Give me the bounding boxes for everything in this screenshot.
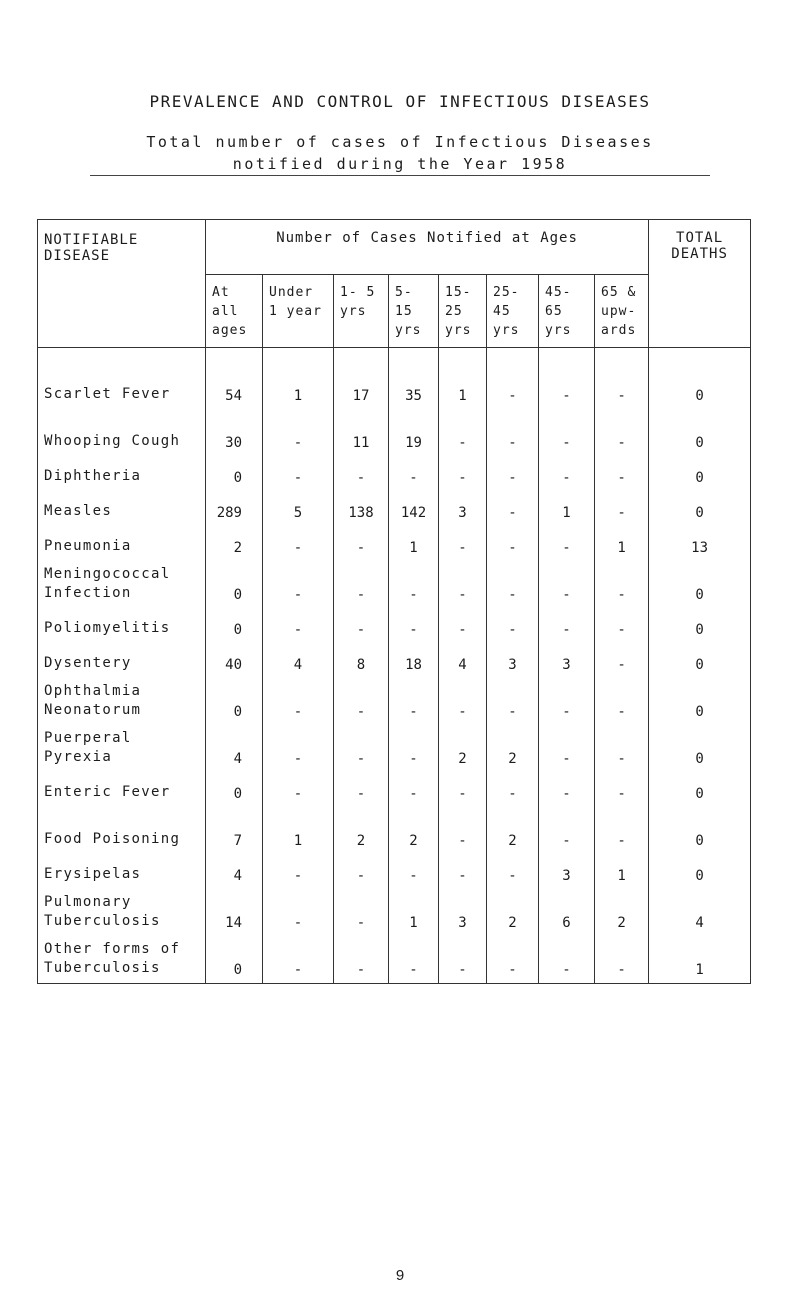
case-count-cell: - bbox=[263, 678, 334, 725]
case-count-cell: - bbox=[439, 807, 487, 854]
case-count-cell: - bbox=[389, 936, 439, 984]
case-count-cell: - bbox=[263, 889, 334, 936]
case-count-cell: - bbox=[487, 526, 539, 561]
table-caption-line-1: Total number of cases of Infectious Diseases bbox=[146, 133, 654, 151]
header-age-col: 25- 45 yrs bbox=[487, 275, 539, 348]
case-count-cell: 4 bbox=[206, 854, 263, 889]
case-count-cell: - bbox=[334, 889, 389, 936]
table-body bbox=[38, 348, 751, 984]
table-row bbox=[38, 725, 751, 772]
case-count-cell: 0 bbox=[206, 561, 263, 608]
case-count-cell: 289 bbox=[206, 491, 263, 526]
case-count-cell: - bbox=[439, 409, 487, 456]
case-count-cell: - bbox=[539, 807, 595, 854]
total-deaths-cell: 0 bbox=[649, 725, 751, 772]
disease-name: Other forms of Tuberculosis bbox=[38, 936, 206, 984]
case-count-cell: 14 bbox=[206, 889, 263, 936]
total-deaths-cell: 0 bbox=[649, 409, 751, 456]
case-count-cell: 4 bbox=[206, 725, 263, 772]
case-count-cell: - bbox=[439, 854, 487, 889]
case-count-cell: 5 bbox=[263, 491, 334, 526]
case-count-cell: 1 bbox=[539, 491, 595, 526]
header-age-col: 65 & upw- ards bbox=[595, 275, 649, 348]
case-count-cell: 2 bbox=[595, 889, 649, 936]
header-age-col: At all ages bbox=[206, 275, 263, 348]
case-count-cell: - bbox=[487, 491, 539, 526]
case-count-cell: 2 bbox=[439, 725, 487, 772]
case-count-cell: 4 bbox=[263, 643, 334, 678]
disease-name: Pneumonia bbox=[38, 526, 206, 561]
case-count-cell: - bbox=[334, 526, 389, 561]
case-count-cell: - bbox=[539, 561, 595, 608]
total-deaths-cell: 0 bbox=[649, 608, 751, 643]
case-count-cell: 18 bbox=[389, 643, 439, 678]
case-count-cell: - bbox=[334, 561, 389, 608]
case-count-cell: - bbox=[595, 456, 649, 491]
table-row bbox=[38, 608, 751, 643]
header-age-col: 15- 25 yrs bbox=[439, 275, 487, 348]
case-count-cell: 2 bbox=[389, 807, 439, 854]
case-count-cell: 54 bbox=[206, 348, 263, 410]
case-count-cell: 11 bbox=[334, 409, 389, 456]
disease-name: Food Poisoning bbox=[38, 807, 206, 854]
table-row bbox=[38, 409, 751, 456]
disease-name: Meningococcal Infection bbox=[38, 561, 206, 608]
table-caption-line-2: notified during the Year 1958 bbox=[232, 155, 568, 173]
header-total-deaths: TOTAL DEATHS bbox=[649, 220, 751, 348]
page-heading: PREVALENCE AND CONTROL OF INFECTIOUS DISEASES bbox=[149, 92, 651, 111]
disease-name: Puerperal Pyrexia bbox=[38, 725, 206, 772]
caption-underline bbox=[90, 175, 710, 176]
case-count-cell: - bbox=[595, 643, 649, 678]
table-row bbox=[38, 456, 751, 491]
table-row bbox=[38, 561, 751, 608]
table-row bbox=[38, 526, 751, 561]
disease-name: Pulmonary Tuberculosis bbox=[38, 889, 206, 936]
case-count-cell: - bbox=[334, 854, 389, 889]
case-count-cell: - bbox=[487, 409, 539, 456]
header-age-col: 1- 5 yrs bbox=[334, 275, 389, 348]
case-count-cell: 3 bbox=[539, 643, 595, 678]
case-count-cell: - bbox=[539, 348, 595, 410]
case-count-cell: - bbox=[334, 678, 389, 725]
case-count-cell: - bbox=[263, 608, 334, 643]
case-count-cell: - bbox=[263, 772, 334, 807]
case-count-cell: - bbox=[439, 678, 487, 725]
total-deaths-cell: 0 bbox=[649, 348, 751, 410]
case-count-cell: - bbox=[389, 772, 439, 807]
case-count-cell: 3 bbox=[439, 491, 487, 526]
case-count-cell: 0 bbox=[206, 456, 263, 491]
case-count-cell: - bbox=[487, 936, 539, 984]
case-count-cell: - bbox=[487, 854, 539, 889]
case-count-cell: - bbox=[595, 678, 649, 725]
case-count-cell: 1 bbox=[595, 854, 649, 889]
case-count-cell: 1 bbox=[595, 526, 649, 561]
case-count-cell: - bbox=[389, 456, 439, 491]
case-count-cell: - bbox=[334, 725, 389, 772]
case-count-cell: 138 bbox=[334, 491, 389, 526]
header-disease: NOTIFIABLE DISEASE bbox=[38, 220, 206, 348]
total-deaths-cell: 0 bbox=[649, 772, 751, 807]
case-count-cell: - bbox=[263, 409, 334, 456]
case-count-cell: - bbox=[595, 807, 649, 854]
header-age-col: Under 1 year bbox=[263, 275, 334, 348]
table-row bbox=[38, 491, 751, 526]
case-count-cell: - bbox=[539, 725, 595, 772]
table-row bbox=[38, 854, 751, 889]
case-count-cell: - bbox=[595, 348, 649, 410]
case-count-cell: - bbox=[539, 526, 595, 561]
case-count-cell: - bbox=[487, 348, 539, 410]
case-count-cell: - bbox=[595, 725, 649, 772]
case-count-cell: - bbox=[439, 936, 487, 984]
case-count-cell: - bbox=[539, 936, 595, 984]
total-deaths-cell: 0 bbox=[649, 807, 751, 854]
case-count-cell: - bbox=[539, 409, 595, 456]
case-count-cell: - bbox=[439, 561, 487, 608]
header-age-col: 5- 15 yrs bbox=[389, 275, 439, 348]
case-count-cell: - bbox=[263, 526, 334, 561]
disease-name: Measles bbox=[38, 491, 206, 526]
disease-name: Erysipelas bbox=[38, 854, 206, 889]
case-count-cell: - bbox=[439, 772, 487, 807]
total-deaths-cell: 0 bbox=[649, 561, 751, 608]
case-count-cell: 0 bbox=[206, 772, 263, 807]
header-row-main bbox=[38, 220, 751, 275]
case-count-cell: - bbox=[263, 725, 334, 772]
table-row bbox=[38, 807, 751, 854]
case-count-cell: 1 bbox=[389, 889, 439, 936]
case-count-cell: - bbox=[595, 491, 649, 526]
total-deaths-cell: 1 bbox=[649, 936, 751, 984]
case-count-cell: - bbox=[487, 678, 539, 725]
case-count-cell: 7 bbox=[206, 807, 263, 854]
case-count-cell: - bbox=[487, 608, 539, 643]
case-count-cell: - bbox=[595, 409, 649, 456]
case-count-cell: - bbox=[389, 854, 439, 889]
case-count-cell: 1 bbox=[439, 348, 487, 410]
case-count-cell: - bbox=[263, 456, 334, 491]
total-deaths-cell: 0 bbox=[649, 678, 751, 725]
case-count-cell: 2 bbox=[487, 889, 539, 936]
case-count-cell: - bbox=[439, 526, 487, 561]
total-deaths-cell: 0 bbox=[649, 643, 751, 678]
table-row bbox=[38, 772, 751, 807]
disease-name: Scarlet Fever bbox=[38, 348, 206, 410]
case-count-cell: 19 bbox=[389, 409, 439, 456]
case-count-cell: 1 bbox=[389, 526, 439, 561]
case-count-cell: - bbox=[539, 456, 595, 491]
case-count-cell: - bbox=[439, 456, 487, 491]
case-count-cell: 142 bbox=[389, 491, 439, 526]
case-count-cell: 3 bbox=[487, 643, 539, 678]
case-count-cell: - bbox=[595, 561, 649, 608]
case-count-cell: 1 bbox=[263, 807, 334, 854]
case-count-cell: 0 bbox=[206, 608, 263, 643]
case-count-cell: - bbox=[595, 936, 649, 984]
case-count-cell: - bbox=[539, 608, 595, 643]
case-count-cell: - bbox=[263, 561, 334, 608]
disease-name: Poliomyelitis bbox=[38, 608, 206, 643]
case-count-cell: - bbox=[389, 608, 439, 643]
case-count-cell: - bbox=[263, 854, 334, 889]
case-count-cell: - bbox=[334, 608, 389, 643]
case-count-cell: - bbox=[334, 772, 389, 807]
header-age-group: Number of Cases Notified at Ages bbox=[206, 220, 649, 275]
disease-name: Enteric Fever bbox=[38, 772, 206, 807]
total-deaths-cell: 0 bbox=[649, 456, 751, 491]
case-count-cell: 35 bbox=[389, 348, 439, 410]
case-count-cell: 6 bbox=[539, 889, 595, 936]
case-count-cell: - bbox=[389, 678, 439, 725]
case-count-cell: 2 bbox=[487, 725, 539, 772]
disease-name: Dysentery bbox=[38, 643, 206, 678]
case-count-cell: 2 bbox=[334, 807, 389, 854]
total-deaths-cell: 0 bbox=[649, 491, 751, 526]
case-count-cell: 3 bbox=[439, 889, 487, 936]
page-number: 9 bbox=[395, 1267, 405, 1284]
case-count-cell: 17 bbox=[334, 348, 389, 410]
case-count-cell: - bbox=[595, 608, 649, 643]
table-row bbox=[38, 643, 751, 678]
case-count-cell: 2 bbox=[487, 807, 539, 854]
case-count-cell: - bbox=[539, 678, 595, 725]
case-count-cell: - bbox=[439, 608, 487, 643]
case-count-cell: - bbox=[487, 456, 539, 491]
header-age-col: 45- 65 yrs bbox=[539, 275, 595, 348]
case-count-cell: 4 bbox=[439, 643, 487, 678]
table-row bbox=[38, 936, 751, 984]
case-count-cell: 3 bbox=[539, 854, 595, 889]
case-count-cell: - bbox=[263, 936, 334, 984]
disease-name: Ophthalmia Neonatorum bbox=[38, 678, 206, 725]
case-count-cell: 2 bbox=[206, 526, 263, 561]
table-row bbox=[38, 348, 751, 410]
case-count-cell: - bbox=[539, 772, 595, 807]
case-count-cell: - bbox=[334, 936, 389, 984]
case-count-cell: 40 bbox=[206, 643, 263, 678]
table-row bbox=[38, 678, 751, 725]
case-count-cell: 0 bbox=[206, 936, 263, 984]
table-row bbox=[38, 889, 751, 936]
case-count-cell: - bbox=[487, 772, 539, 807]
case-count-cell: - bbox=[389, 725, 439, 772]
disease-name: Diphtheria bbox=[38, 456, 206, 491]
total-deaths-cell: 13 bbox=[649, 526, 751, 561]
case-count-cell: 0 bbox=[206, 678, 263, 725]
case-count-cell: - bbox=[389, 561, 439, 608]
case-count-cell: - bbox=[334, 456, 389, 491]
case-count-cell: 8 bbox=[334, 643, 389, 678]
case-count-cell: - bbox=[487, 561, 539, 608]
infectious-diseases-table bbox=[37, 219, 751, 984]
disease-name: Whooping Cough bbox=[38, 409, 206, 456]
case-count-cell: 1 bbox=[263, 348, 334, 410]
total-deaths-cell: 4 bbox=[649, 889, 751, 936]
total-deaths-cell: 0 bbox=[649, 854, 751, 889]
case-count-cell: - bbox=[595, 772, 649, 807]
case-count-cell: 30 bbox=[206, 409, 263, 456]
